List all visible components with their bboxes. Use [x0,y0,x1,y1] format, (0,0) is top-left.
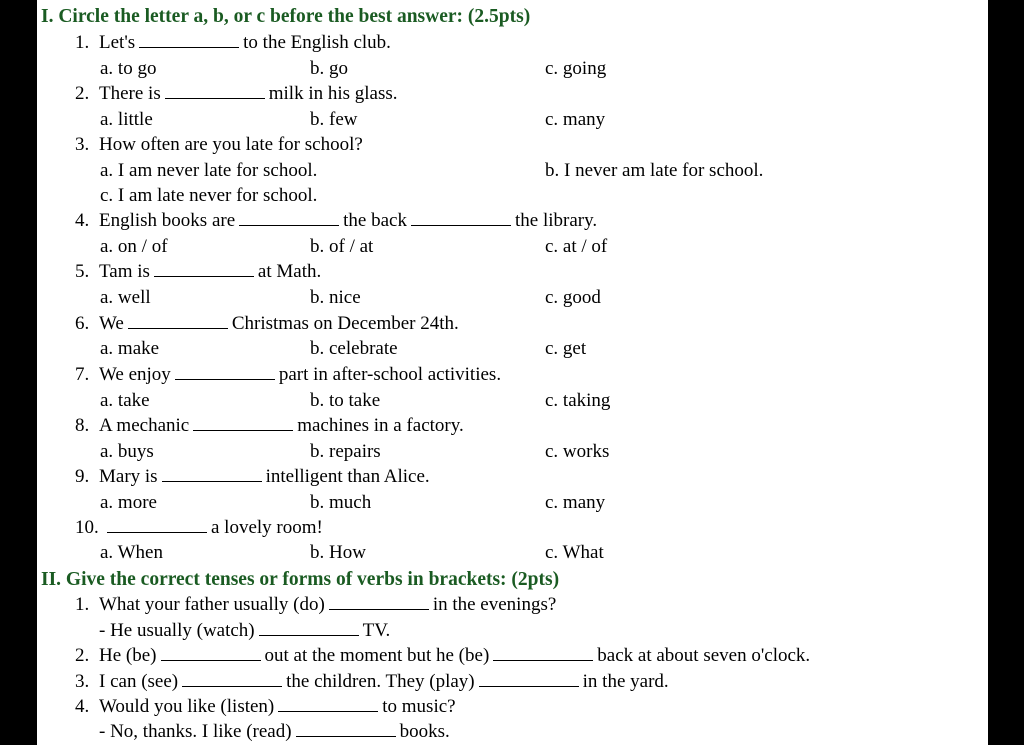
q1-option-c[interactable]: c. going [545,58,607,79]
q1-option-b[interactable]: b. go [310,58,348,79]
s2-item1-number: 1. [75,594,90,615]
q10-option-c[interactable]: c. What [545,542,604,563]
q6-number: 6. [75,313,90,334]
q7-stem: We enjoy part in after-school activities. [99,364,502,385]
q8-stem: A mechanic machines in a factory. [99,415,464,436]
answer-blank[interactable] [493,645,593,661]
answer-blank[interactable] [193,415,293,431]
q8-option-b[interactable]: b. repairs [310,441,381,462]
answer-blank[interactable] [259,620,359,636]
q5-option-a[interactable]: a. well [100,287,151,308]
answer-blank[interactable] [175,364,275,380]
answer-blank[interactable] [161,645,261,661]
answer-blank[interactable] [154,261,254,277]
s2-item1: What your father usually (do) in the evenings? [99,594,557,615]
q5-option-c[interactable]: c. good [545,287,601,308]
s2-item1-reply: - He usually (watch) TV. [99,620,391,641]
q1-option-a[interactable]: a. to go [100,58,157,79]
q7-option-a[interactable]: a. take [100,390,150,411]
q9-number: 9. [75,466,90,487]
s2-item3: I can (see) the children. They (play) in the yard. [99,671,669,692]
q9-option-a[interactable]: a. more [100,492,157,513]
q2-option-a[interactable]: a. little [100,109,153,130]
s2-item4-number: 4. [75,696,90,717]
q3-option-a[interactable]: a. I am never late for school. [100,160,318,181]
s2-item2-number: 2. [75,645,90,666]
answer-blank[interactable] [479,671,579,687]
q7-option-b[interactable]: b. to take [310,390,381,411]
answer-blank[interactable] [162,466,262,482]
q4-stem: English books are the back the library. [99,210,598,231]
q10-option-a[interactable]: a. When [100,542,163,563]
answer-blank[interactable] [296,721,396,737]
answer-blank[interactable] [107,517,207,533]
q2-option-b[interactable]: b. few [310,109,358,130]
s2-item4-reply: - No, thanks. I like (read) books. [99,721,450,742]
q4-option-b[interactable]: b. of / at [310,236,374,257]
q5-option-b[interactable]: b. nice [310,287,361,308]
q8-option-c[interactable]: c. works [545,441,610,462]
q1-number: 1. [75,32,90,53]
q8-number: 8. [75,415,90,436]
q6-option-c[interactable]: c. get [545,338,587,359]
worksheet [37,0,988,745]
q3-option-c[interactable]: c. I am late never for school. [100,185,318,206]
q8-option-a[interactable]: a. buys [100,441,154,462]
q5-number: 5. [75,261,90,282]
answer-blank[interactable] [182,671,282,687]
q7-option-c[interactable]: c. taking [545,390,611,411]
q9-option-c[interactable]: c. many [545,492,606,513]
answer-blank[interactable] [329,594,429,610]
q7-number: 7. [75,364,90,385]
q2-option-c[interactable]: c. many [545,109,606,130]
s2-item2: He (be) out at the moment but he (be) back at about seven o'clock. [99,645,811,666]
answer-blank[interactable] [165,83,265,99]
q3-number: 3. [75,134,90,155]
answer-blank[interactable] [278,696,378,712]
answer-blank[interactable] [239,210,339,226]
q2-stem: There is milk in his glass. [99,83,398,104]
answer-blank[interactable] [139,32,239,48]
q4-option-a[interactable]: a. on / of [100,236,168,257]
q10-option-b[interactable]: b. How [310,542,366,563]
s2-item4: Would you like (listen) to music? [99,696,456,717]
q6-stem: We Christmas on December 24th. [99,313,459,334]
q9-stem: Mary is intelligent than Alice. [99,466,430,487]
q6-option-b[interactable]: b. celebrate [310,338,398,359]
q9-option-b[interactable]: b. much [310,492,372,513]
q10-number: 10. [75,517,99,538]
q1-stem: Let's to the English club. [99,32,391,53]
q3-stem: How often are you late for school? [99,134,363,155]
q4-number: 4. [75,210,90,231]
answer-blank[interactable] [128,313,228,329]
section1-heading: I. Circle the letter a, b, or c before the best answer: (2.5pts) [41,6,531,27]
q2-number: 2. [75,83,90,104]
q5-stem: Tam is at Math. [99,261,322,282]
q3-option-b[interactable]: b. I never am late for school. [545,160,764,181]
q6-option-a[interactable]: a. make [100,338,160,359]
answer-blank[interactable] [411,210,511,226]
section2-heading: II. Give the correct tenses or forms of verbs in brackets: (2pts) [41,569,560,590]
q4-option-c[interactable]: c. at / of [545,236,608,257]
s2-item3-number: 3. [75,671,90,692]
q10-stem: a lovely room! [103,516,323,540]
